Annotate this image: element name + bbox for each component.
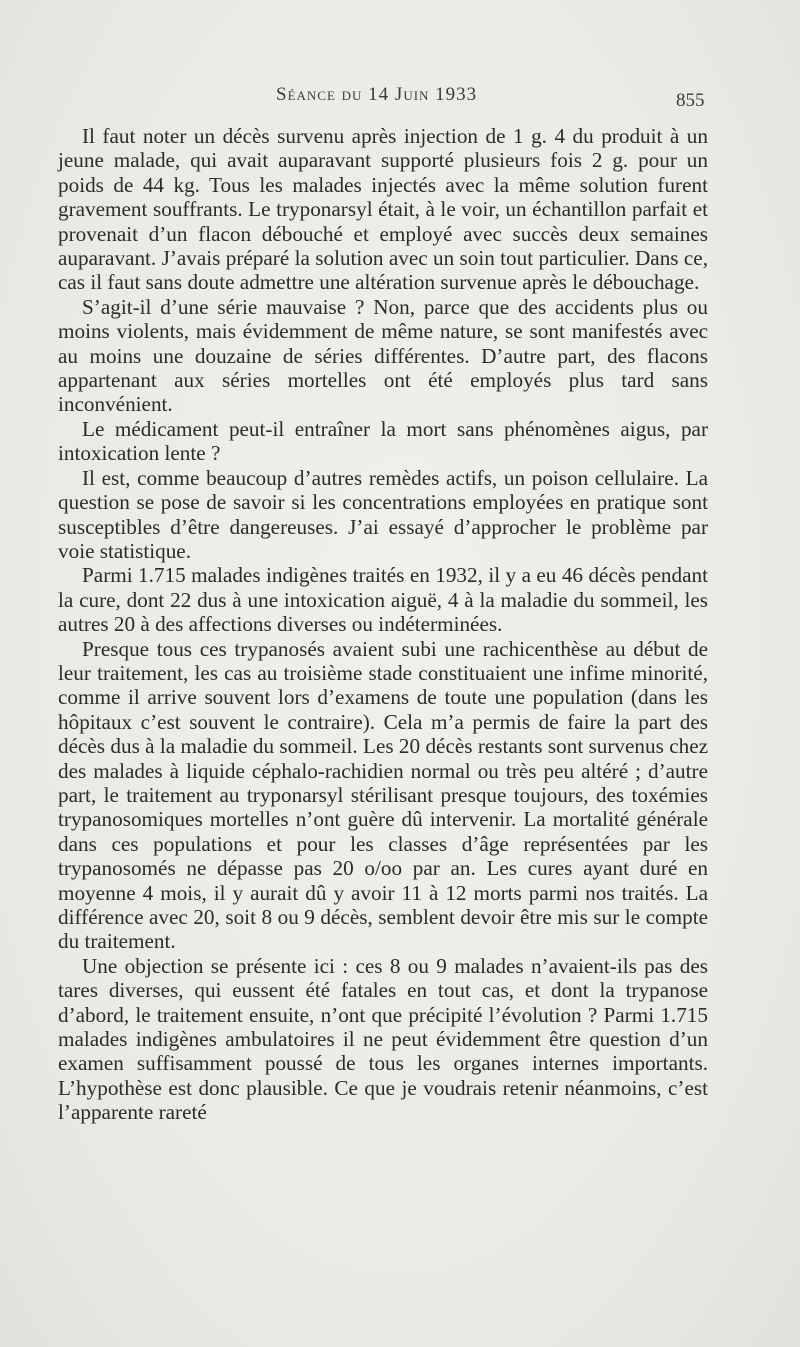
paragraph: Une objection se présente ici : ces 8 ou 9 malades n’avaient-ils pas des tares diverses, qui eussent été fatales en tout cas, et dont la trypanose d’abord, le traitement ensuite, n’ont que précipité l’évolution ? Parmi 1.715 malades indigènes ambulatoires il ne peut évidemment être question d’un examen suffisamment poussé de tous les organes internes importants. L’hypothèse est donc plausible. Ce que je voudrais retenir néanmoins, c’est l’apparente rareté bbox=[58, 953, 708, 1125]
page-number: 855 bbox=[676, 90, 705, 111]
paragraph: S’agit-il d’une série mauvaise ? Non, parce que des accidents plus ou moins violents, mais évidemment de même nature, se sont manifestés avec au moins une douzaine de séries différentes. D’autre part, des flacons appartenant aux séries mortelles ont été employés plus tard sans inconvénient. bbox=[58, 294, 708, 417]
paragraph: Le médicament peut-il entraîner la mort sans phénomènes aigus, par intoxication lente ? bbox=[58, 416, 708, 466]
paragraph: Presque tous ces trypanosés avaient subi une rachicenthèse au début de leur traitement, les cas au troisième stade constituaient une infime minorité, comme il arrive souvent lors d’examens de toute une population (dans les hôpitaux c’est souvent le contraire). Cela m’a permis de faire la part des décès dus à la maladie du sommeil. Les 20 décès restants sont survenus chez des malades à liquide céphalo-rachidien normal ou très peu altéré ; d’autre part, le traitement au tryponarsyl stérilisant presque toujours, des toxémies trypanosomiques mortelles n’ont guère dû intervenir. La mortalité générale dans ces populations et pour les classes d’âge représentées par les trypanosomés ne dépasse pas 20 o/oo par an. Les cures ayant duré en moyenne 4 mois, il y aurait dû y avoir 11 à 12 morts parmi nos traités. La différence avec 20, soit 8 ou 9 décès, semblent devoir être mis sur le compte du traitement. bbox=[58, 636, 708, 954]
paragraph: Il est, comme beaucoup d’autres remèdes actifs, un poison cellulaire. La question se pose de savoir si les concentrations employées en pratique sont susceptibles d’être dangereuses. J’ai essayé d’approcher le problème par voie statistique. bbox=[58, 465, 708, 563]
page-header-title: Séance du 14 Juin 1933 bbox=[276, 84, 478, 105]
paragraph: Il faut noter un décès survenu après injection de 1 g. 4 du produit à un jeune malade, qui avait auparavant supporté plusieurs fois 2 g. pour un poids de 44 kg. Tous les malades injectés avec la même solution furent gravement souffrants. Le tryponarsyl était, à le voir, un échantillon parfait et provenait d’un flacon débouché et employé avec succès deux semaines auparavant. J’avais préparé la solution avec un soin tout particulier. Dans ce, cas il faut sans doute admettre une altération survenue après le débouchage. bbox=[58, 124, 708, 295]
running-head bbox=[0, 84, 800, 114]
paragraph: Parmi 1.715 malades indigènes traités en 1932, il y a eu 46 décès pendant la cure, dont 22 dus à une intoxication aiguë, 4 à la maladie du sommeil, les autres 20 à des affections diverses ou indéterminées. bbox=[58, 563, 708, 637]
body-text bbox=[58, 124, 708, 1125]
